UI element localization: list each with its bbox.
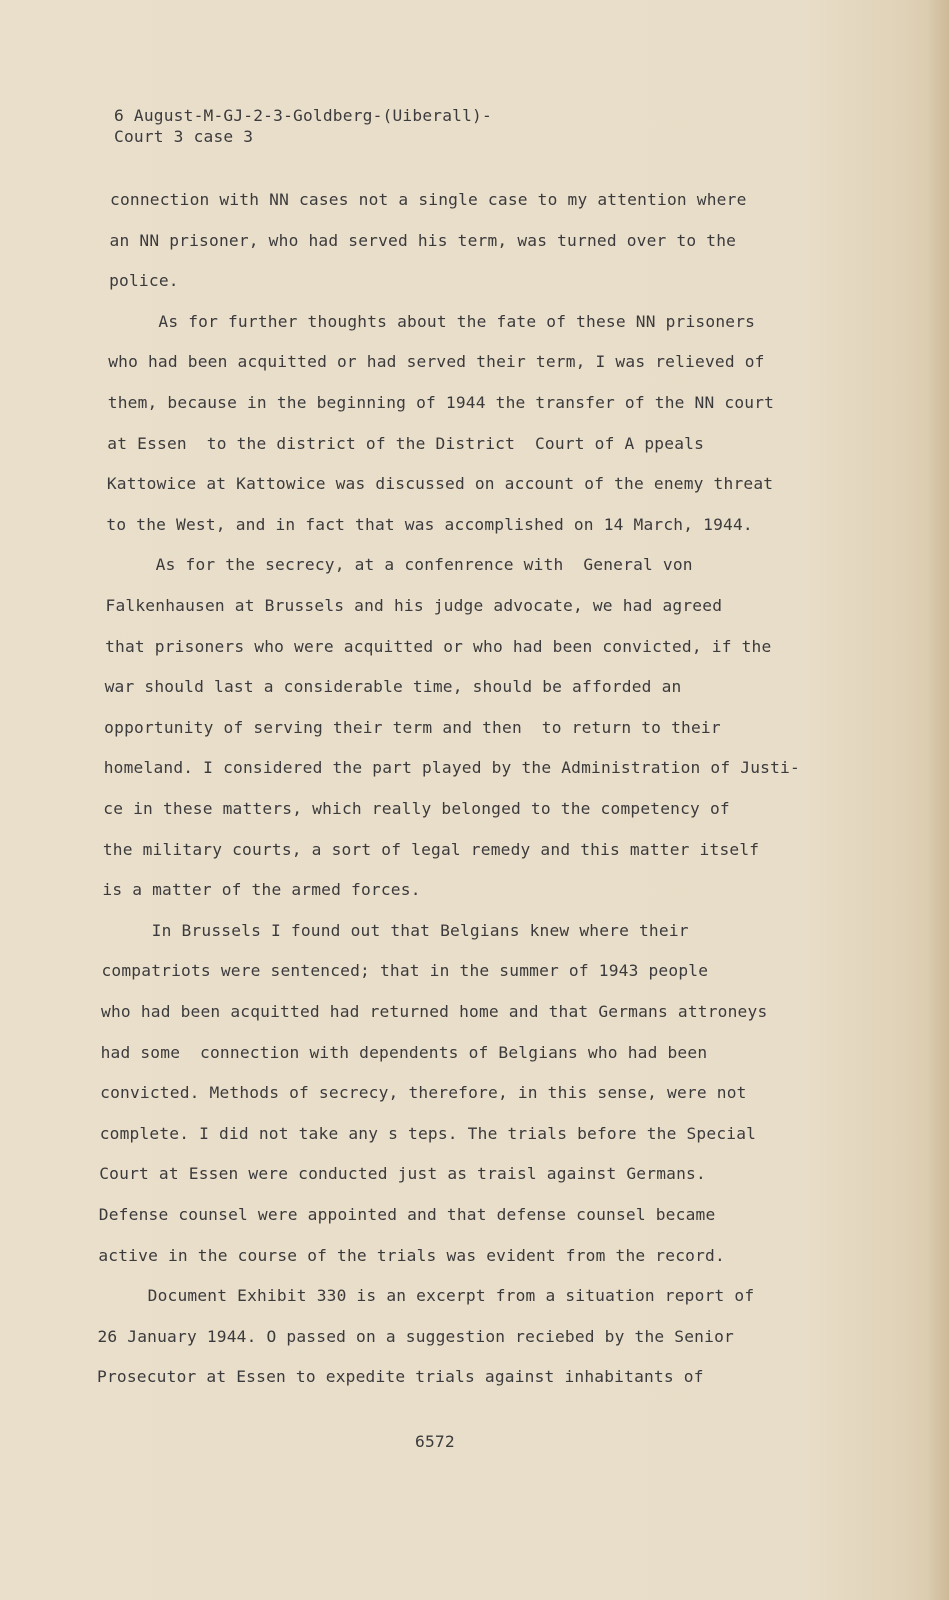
transcript-line: them, because in the beginning of 1944 the transfer of the NN court [107, 393, 775, 412]
transcript-line: compatriots were sentenced; that in the summer of 1943 people [101, 961, 709, 981]
transcript-line: Prosecutor at Essen to expedite trials against inhabitants of [97, 1367, 704, 1387]
transcript-line: at Essen to the district of the District Court of A ppeals [107, 433, 705, 453]
transcript-line: who had been acquitted or had served their term, I was relieved of [108, 352, 765, 372]
transcript-line: had some connection with dependents of Belgians who had been [100, 1042, 708, 1062]
transcript-line: convicted. Methods of secrecy, therefore, in this sense, were not [100, 1083, 747, 1103]
transcript-line: connection with NN cases not a single case to my attention where [110, 190, 747, 209]
transcript-line: who had been acquitted had returned home and that Germans attroneys [101, 1002, 768, 1021]
transcript-line: In Brussels I found out that Belgians knew where their [101, 920, 689, 940]
page-edge-shadow [927, 0, 949, 1600]
header-case-line: 6 August-M-GJ-2-3-Goldberg-(Uiberall)- [114, 106, 492, 125]
transcript-line: As for further thoughts about the fate of these NN prisoners [108, 311, 756, 331]
transcript-line: war should last a considerable time, should be afforded an [104, 677, 682, 697]
transcript-line: active in the course of the trials was evident from the record. [98, 1245, 725, 1265]
transcript-line: Falkenhausen at Brussels and his judge advocate, we had agreed [105, 596, 723, 615]
transcript-line: opportunity of serving their term and then to return to their [104, 717, 721, 737]
transcript-line: Court at Essen were conducted just as traisl against Germans. [99, 1164, 706, 1184]
transcript-line: 26 January 1944. O passed on a suggestion reciebed by the Senior [97, 1326, 734, 1346]
transcript-line: police. [109, 271, 179, 291]
transcript-line: ce in these matters, which really belonged to the competency of [103, 799, 730, 818]
transcript-line: the military courts, a sort of legal remedy and this matter itself [102, 839, 760, 859]
page-number: 6572 [415, 1432, 455, 1451]
transcript-line: is a matter of the armed forces. [102, 880, 421, 900]
transcript-line: Defense counsel were appointed and that defense counsel became [98, 1205, 716, 1224]
transcript-line: As for the secrecy, at a confenrence with General von [105, 555, 693, 575]
transcript-line: that prisoners who were acquitted or who had been convicted, if the [105, 636, 772, 656]
transcript-line: complete. I did not take any s teps. The trials before the Special [99, 1123, 757, 1143]
transcript-line: homeland. I considered the part played by the Administration of Justi- [103, 758, 800, 778]
transcript-line: Kattowice at Kattowice was discussed on account of the enemy threat [106, 474, 774, 494]
transcript-line: to the West, and in fact that was accomplished on 14 March, 1944. [106, 514, 753, 534]
transcript-line: Document Exhibit 330 is an excerpt from a situation report of [97, 1286, 755, 1306]
header-court-line: Court 3 case 3 [114, 127, 254, 146]
transcript-line: an NN prisoner, who had served his term, was turned over to the [109, 230, 737, 250]
